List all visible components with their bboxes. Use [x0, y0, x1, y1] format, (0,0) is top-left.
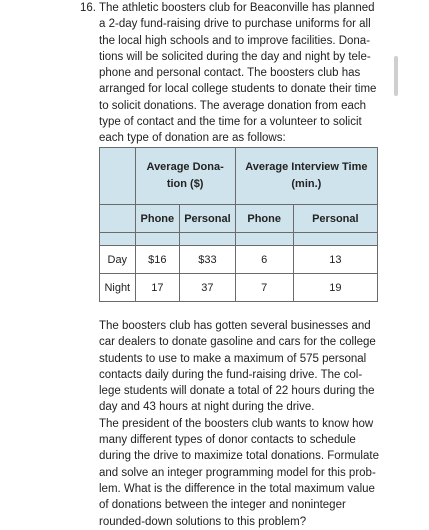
table-cell: $33: [180, 246, 236, 274]
donation-table: [99, 147, 378, 302]
text-line: a 2-day fund-raising drive to purchase uniforms for all: [99, 18, 371, 31]
text-line: during the drive to maximize total donations. Formulate: [99, 450, 379, 463]
table-corner-cell: [100, 205, 136, 233]
group-header-line: tion ($): [166, 178, 204, 190]
problem-number: 16.: [80, 2, 96, 14]
table-cell: 17: [135, 274, 180, 302]
group-header-line: Average Interview Time: [245, 161, 368, 173]
text-line: of donations between the integer and noninteger: [99, 499, 346, 512]
table-row: [100, 246, 378, 274]
intro-paragraph: [99, 0, 384, 147]
table-row: [100, 274, 378, 302]
text-line: day and 43 hours at night during the drive.: [99, 401, 315, 414]
text-line: The athletic boosters club for Beaconville has planned: [99, 2, 375, 14]
text-line: rounded-down solutions to this problem?: [99, 515, 307, 528]
table-cell: 37: [180, 274, 236, 302]
spacer-cell: [180, 233, 236, 246]
sub-header-personal: Personal: [293, 205, 377, 233]
text-line: each type of donation are as follows:: [99, 132, 286, 145]
body-paragraph: [99, 318, 391, 530]
sub-header-phone: Phone: [135, 205, 180, 233]
group-header-donation: [135, 148, 235, 205]
text-line: many different types of donor contacts to schedule: [99, 434, 356, 447]
table-cell: 7: [235, 274, 293, 302]
text-line: and solve an integer programming model for this prob-: [99, 466, 376, 479]
text-line: arranged for local college students to donate their time: [99, 83, 377, 96]
sub-header-phone: Phone: [235, 205, 293, 233]
row-label: Night: [100, 274, 136, 302]
scrollbar-thumb[interactable]: [394, 56, 398, 96]
spacer-cell: [135, 233, 180, 246]
group-header-line: Average Dona-: [146, 161, 224, 173]
text-line: The boosters club has gotten several businesses and: [99, 320, 371, 332]
table-cell: 19: [293, 274, 377, 302]
text-line: the local high schools and to improve facilities. Dona-: [99, 34, 371, 47]
text-line: lem. What is the difference in the total maximum value: [99, 482, 375, 495]
text-line: contacts daily during the fund-raising drive. The col-: [99, 368, 363, 381]
text-line: tions will be solicited during the day and night by tele-: [99, 50, 371, 63]
sub-header-personal: Personal: [180, 205, 236, 233]
text-line: to solicit donations. The average donation from each: [99, 99, 367, 112]
table-cell: 6: [235, 246, 293, 274]
group-header-interview-time: [235, 148, 377, 205]
spacer-cell: [293, 233, 377, 246]
text-line: students to use to make a maximum of 575 personal: [99, 352, 367, 365]
text-line: car dealers to donate gasoline and cars for the college: [99, 336, 376, 349]
text-line: The president of the boosters club wants to know how: [99, 417, 374, 430]
row-label: Day: [100, 246, 136, 274]
spacer-cell: [235, 233, 293, 246]
table-corner-cell: [100, 148, 136, 205]
text-line: lege students will donate a total of 22 hours during the: [99, 385, 375, 398]
text-line: type of contact and the time for a volunteer to solicit: [99, 116, 362, 129]
spacer-cell: [100, 233, 136, 246]
group-header-line: (min.): [291, 178, 322, 190]
table-cell: 13: [293, 246, 377, 274]
table-cell: $16: [135, 246, 180, 274]
text-line: phone and personal contact. The boosters club has: [99, 67, 361, 80]
